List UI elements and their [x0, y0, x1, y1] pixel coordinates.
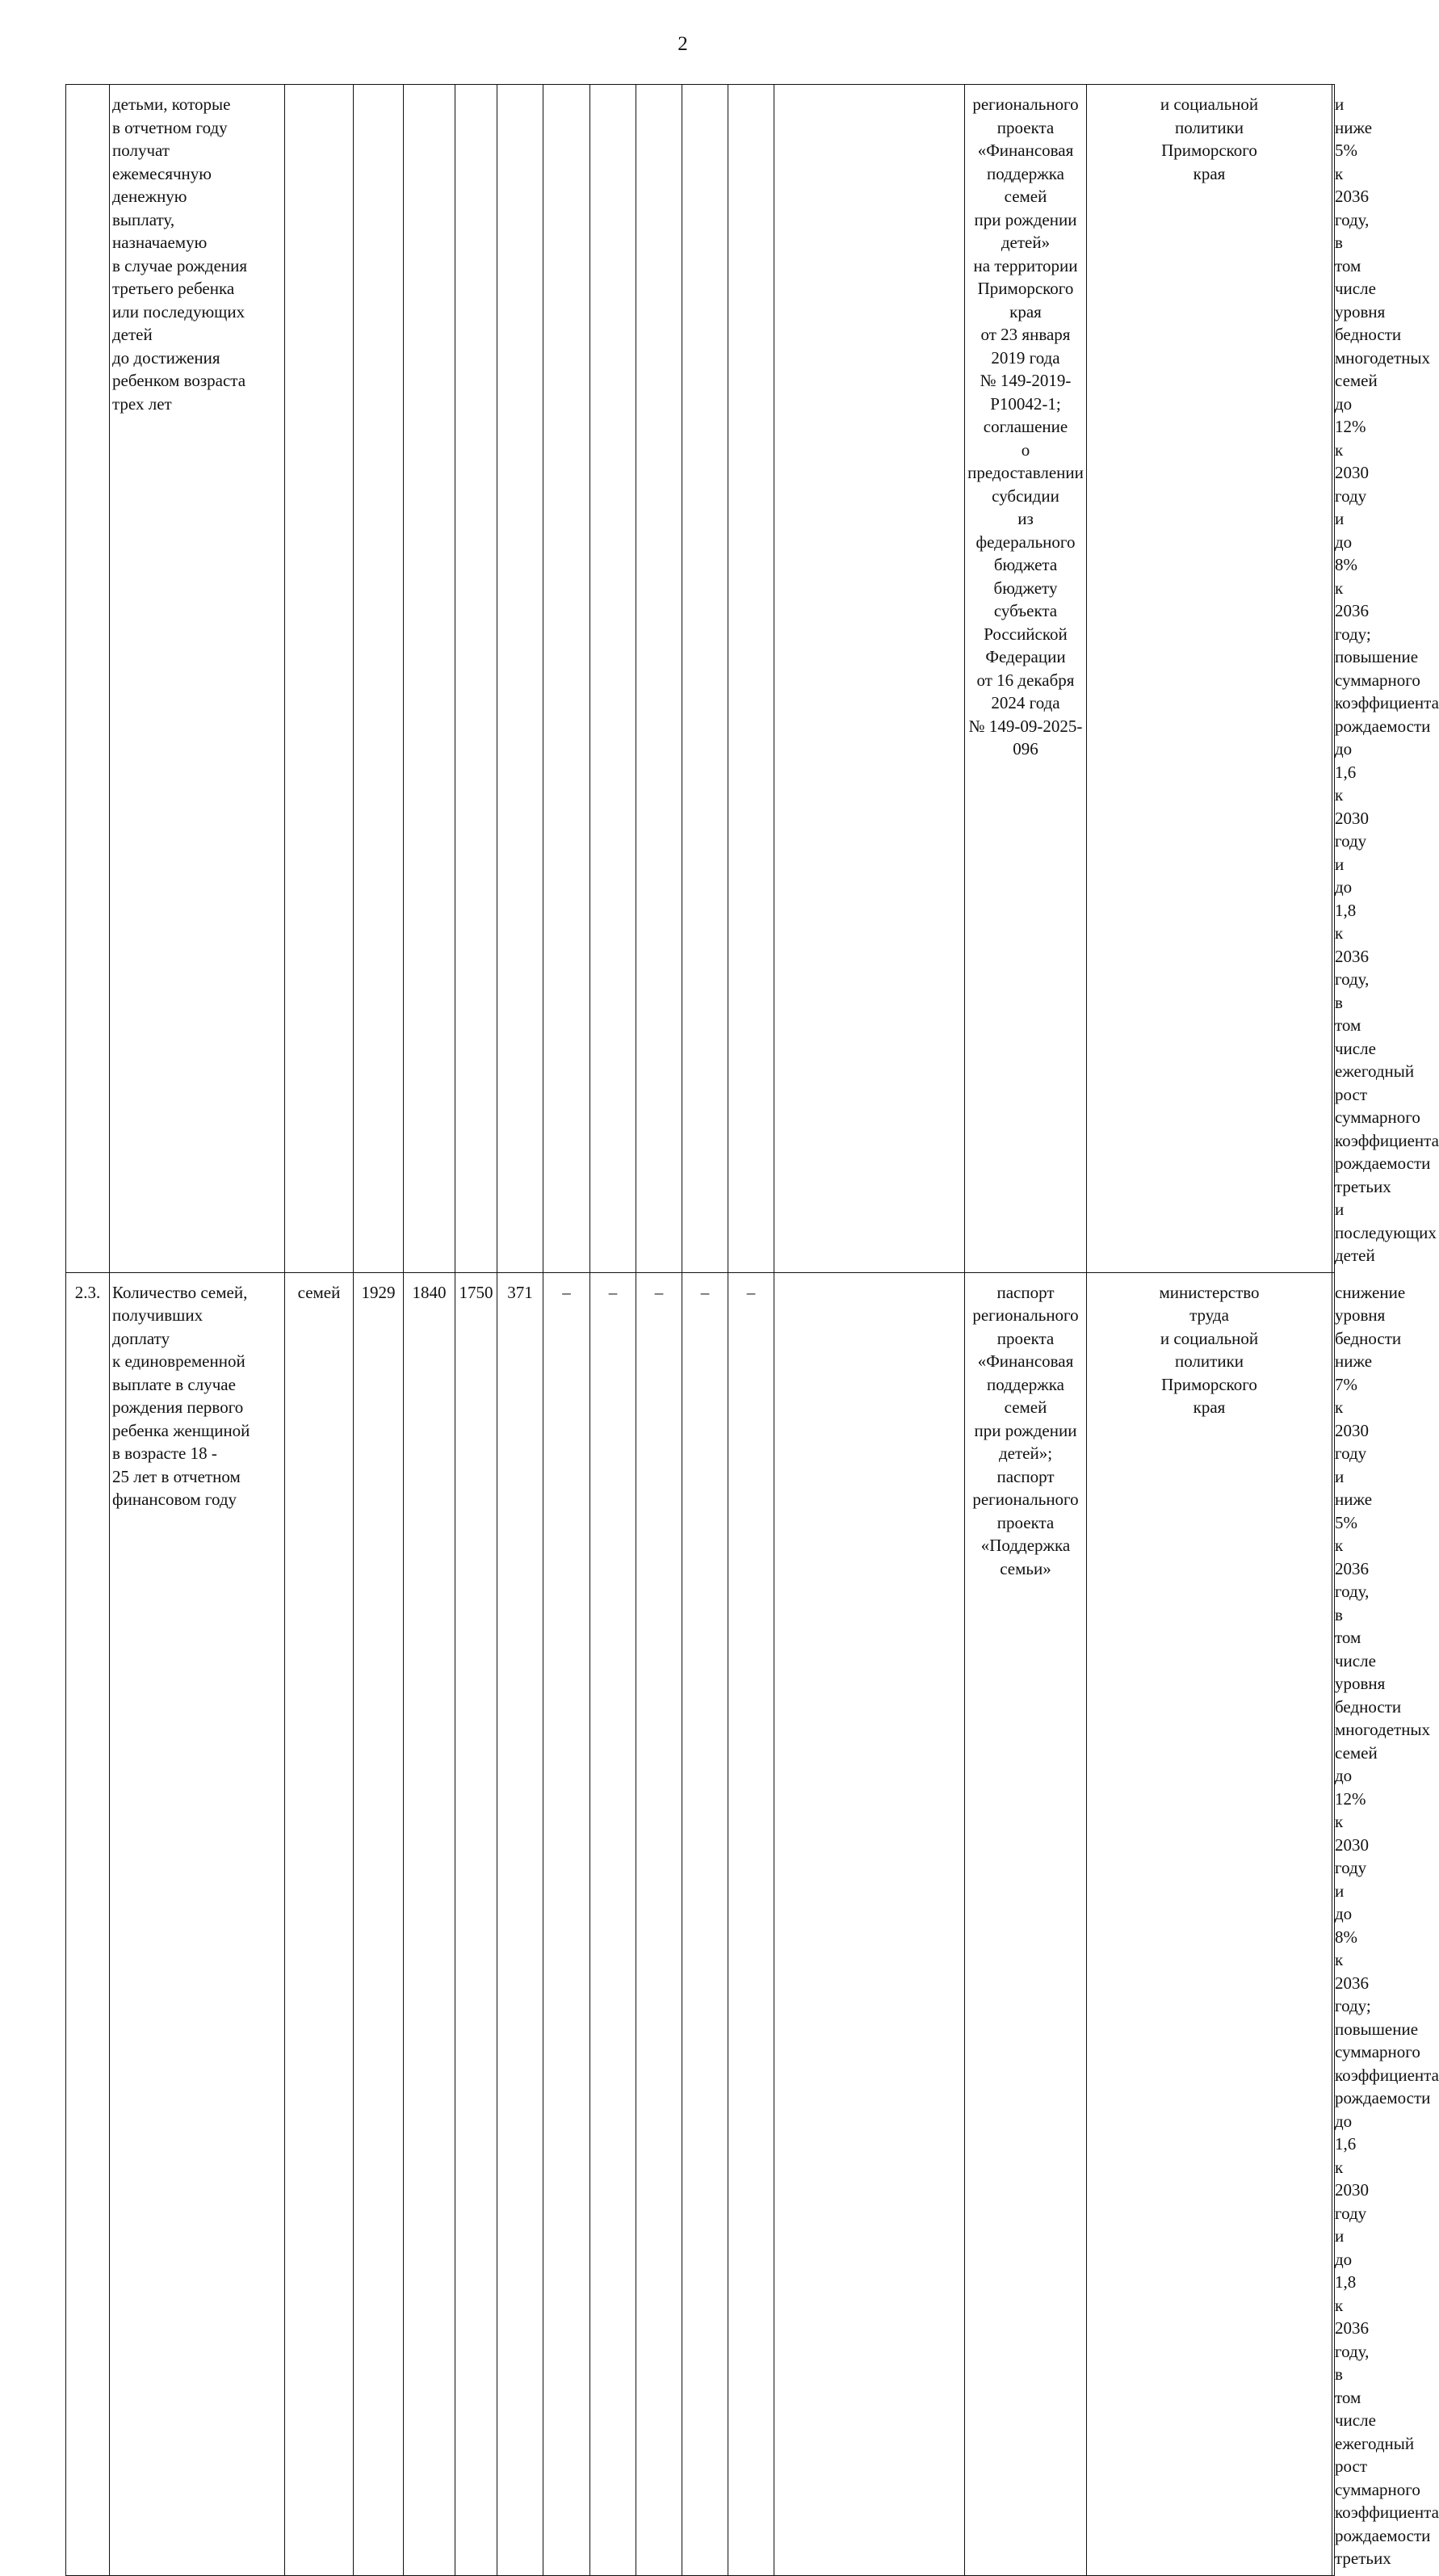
value-cell: –: [590, 1272, 636, 2575]
value-cell: 1750: [455, 1272, 497, 2575]
source-document: регионального проекта «Финансовая поддержка семей при рождении детей» на территории Приморского края от 23 января 2019 года № 149-2019-Р10042-1; соглашение о предоставлении субсидии из федерального бюджета бюджету субъекта Российской Федерации от 16 декабря 2024 года № 149-09-2025-096: [965, 85, 1087, 1273]
value-cell: –: [636, 1272, 682, 2575]
table-row: [66, 85, 1335, 1273]
value-cell: –: [682, 1272, 728, 2575]
responsible-body: министерство труда и социальной политики Приморского края: [1087, 1272, 1332, 2575]
value-cell: [497, 85, 543, 1273]
goal-link: и ниже 5% к 2036 году, в том числе уровня бедности многодетных семей до 12% к 2030 году и до 8% к 2036 году; повышение суммарного коэффициента рождаемости до 1,6 к 2030 году и до 1,8 к 2036 году, в том числе ежегодный рост суммарного коэффициента рождаемости третьих и последующих детей: [1332, 85, 1335, 1273]
value-cell: [682, 85, 728, 1273]
row-index: [66, 85, 110, 1273]
value-cell: –: [543, 1272, 590, 2575]
value-cell: 371: [497, 1272, 543, 2575]
value-cell: 1840: [404, 1272, 455, 2575]
responsible-body: и социальной политики Приморского края: [1087, 85, 1332, 1273]
value-cell: [728, 85, 774, 1273]
value-cell: [354, 85, 404, 1273]
value-cell: [590, 85, 636, 1273]
indicator-table: [65, 84, 1439, 2576]
value-cell: 1929: [354, 1272, 404, 2575]
row-index: 2.3.: [66, 1272, 110, 2575]
table-row: [66, 1272, 1335, 2575]
value-cell: [774, 1272, 965, 2575]
source-document: паспорт регионального проекта «Финансовая поддержка семей при рождении детей»; паспорт регионального проекта «Поддержка семьи»: [965, 1272, 1087, 2575]
value-cell: [636, 85, 682, 1273]
page-number: 2: [678, 33, 688, 55]
value-cell: [774, 85, 965, 1273]
indicator-name: Количество семей, получивших доплату к единовременной выплате в случае рождения первого ребенка женщиной в возрасте 18 - 25 лет в отчетном финансовом году: [110, 1272, 285, 2575]
value-cell: [543, 85, 590, 1273]
value-cell: –: [728, 1272, 774, 2575]
goal-link: снижение уровня бедности ниже 7% к 2030 году и ниже 5% к 2036 году, в том числе уровня бедности многодетных семей до 12% к 2030 году и до 8% к 2036 году; повышение суммарного коэффициента рождаемости до 1,6 к 2030 году и до 1,8 к 2036 году, в том числе ежегодный рост суммарного коэффициента рождаемости третьих: [1332, 1272, 1335, 2575]
value-cell: [404, 85, 455, 1273]
indicator-name: детьми, которые в отчетном году получат ежемесячную денежную выплату, назначаемую в случае рождения третьего ребенка или последующих детей до достижения ребенком возраста трех лет: [110, 85, 285, 1273]
unit-of-measure: семей: [285, 1272, 354, 2575]
value-cell: [455, 85, 497, 1273]
unit-of-measure: [285, 85, 354, 1273]
